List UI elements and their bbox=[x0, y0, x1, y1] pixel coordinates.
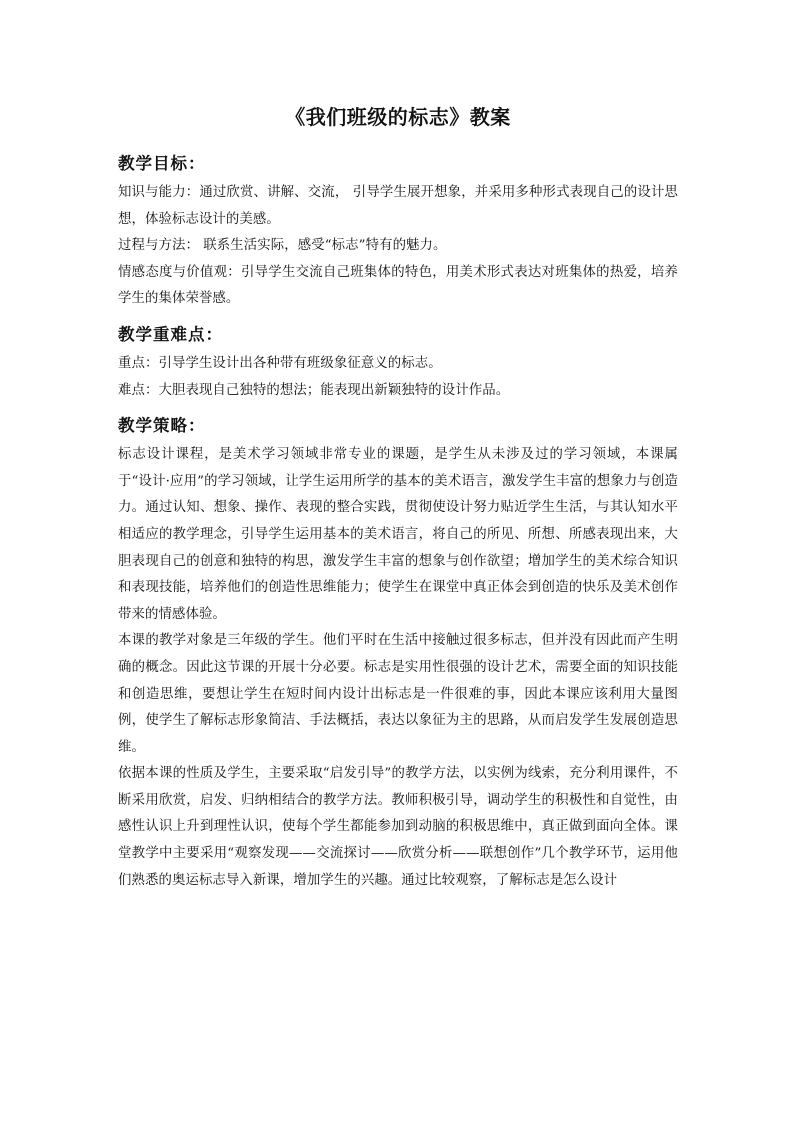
section-teaching-strategy bbox=[118, 410, 678, 894]
paragraph-strategy-2: 本课的教学对象是三年级的学生。他们平时在生活中接触过很多标志，但并没有因此而产生明确的概念。因此这节课的开展十分必要。标志是实用性很强的设计艺术，需要全面的知识技能和创造思维，要想让学生在短时间内设计出标志是一件很难的事，因此本课应该利用大量图例，使学生了解标志形象简洁、手法概括，表达以象征为主的思路，从而启发学生发展创造思维。 bbox=[118, 633, 678, 755]
document-page bbox=[118, 100, 678, 894]
section-key-difficulties bbox=[118, 319, 678, 404]
section-heading-strategy: 教学策略： bbox=[118, 416, 206, 436]
paragraph-emotion-values: 情感态度与价值观：引导学生交流自己班集体的特色，用美术形式表达对班集体的热爱，培养学生的集体荣誉感。 bbox=[118, 264, 678, 307]
section-teaching-goals bbox=[118, 148, 678, 313]
paragraph-process-method: 过程与方法： 联系生活实际，感受“标志”特有的魅力。 bbox=[118, 238, 447, 254]
section-heading-goals: 教学目标： bbox=[118, 154, 206, 173]
document-title: 《我们班级的标志》教案 bbox=[285, 105, 511, 129]
paragraph-strategy-3: 依据本课的性质及学生，主要采取“启发引导”的教学方法，以实例为线索，充分利用课件，不断采用欣赏，启发、归纳相结合的教学方法。教师积极引导，调动学生的积极性和自觉性，由感性认识上升到理性认识，使每个学生都能参加到动脑的积极思维中，真正做到面向全体。课堂教学中主要采用“观察发现——交流探讨——欣赏分析——联想创作”几个教学环节，运用他们熟悉的奥运标志导入新课，增加学生的兴趣。通过比较观察，了解标志是怎么设计 bbox=[118, 766, 678, 888]
paragraph-key-point: 重点：引导学生设计出各种带有班级象征意义的标志。 bbox=[118, 355, 442, 371]
paragraph-strategy-1: 标志设计课程，是美术学习领域非常专业的课题，是学生从未涉及过的学习领域，本课属于“设计·应用”的学习领域，让学生运用所学的基本的美术语言，激发学生丰富的想象力与创造力。通过认知、想象、操作、表现的整合实践，贯彻使设计努力贴近学生生活，与其认知水平相适应的教学理念，引导学生运用基本的美术语言，将自己的所见、所想、所感表现出来，大胆表现自己的创意和独特的构思，激发学生丰富的想象与创作欲望；增加学生的美术综合知识和表现技能，培养他们的创造性思维能力；使学生在课堂中真正体会到创造的快乐及美术创作带来的情感体验。 bbox=[118, 447, 678, 622]
section-heading-key-points: 教学重难点： bbox=[118, 324, 223, 344]
paragraph-knowledge-ability: 知识与能力：通过欣赏、讲解、交流， 引导学生展开想象，并采用多种形式表现自己的设计思想，体验标志设计的美感。 bbox=[118, 185, 678, 227]
paragraph-difficulty: 难点：大胆表现自己独特的想法；能表现出新颖独特的设计作品。 bbox=[118, 382, 510, 398]
